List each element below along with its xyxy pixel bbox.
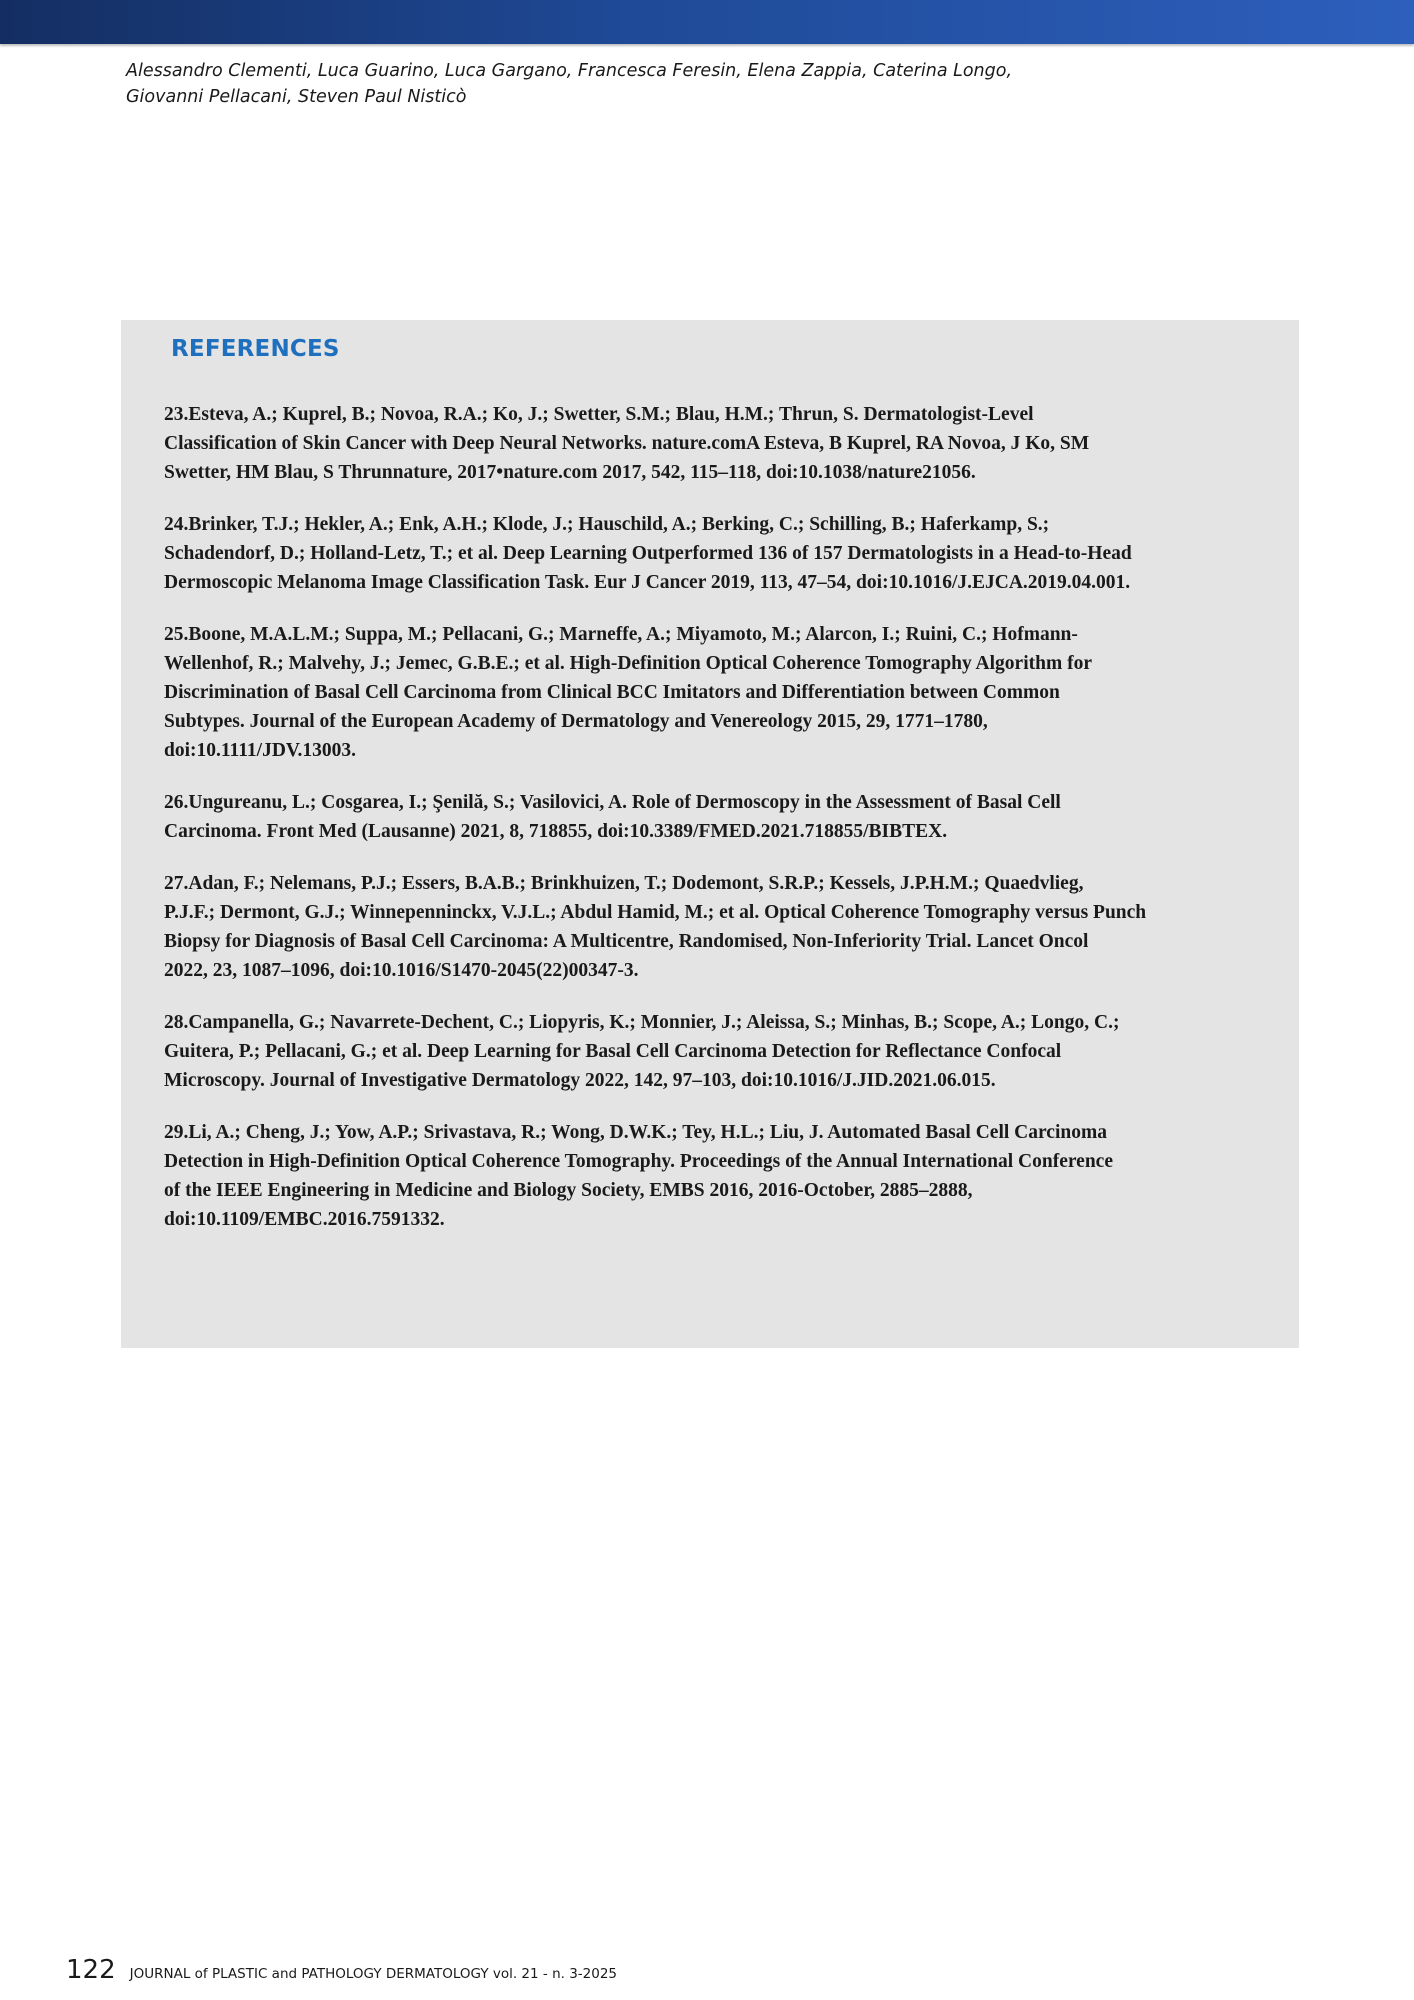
- reference-line: Wellenhof, R.; Malvehy, J.; Jemec, G.B.E.; et al. High-Definition Optical Coherence Tomography Algorithm for: [164, 653, 1092, 674]
- reference-line: Swetter, HM Blau, S Thrunnature, 2017•nature.com 2017, 542, 115–118, doi:10.1038/nature21056.: [164, 462, 976, 483]
- reference-line: Dermoscopic Melanoma Image Classification Task. Eur J Cancer 2019, 113, 47–54, doi:10.1016/J.EJCA.2019.04.001.: [164, 572, 1131, 593]
- page-number: 122: [66, 1955, 116, 1985]
- reference-line: 24.Brinker, T.J.; Hekler, A.; Enk, A.H.; Klode, J.; Hauschild, A.; Berking, C.; Schilling, B.; Haferkamp, S.;: [164, 514, 1050, 535]
- reference-item: [164, 788, 1304, 846]
- reference-line: Subtypes. Journal of the European Academy of Dermatology and Venereology 2015, 29, 1771–1780,: [164, 711, 988, 732]
- reference-line: 26.Ungureanu, L.; Cosgarea, I.; Şenilă, S.; Vasilovici, A. Role of Dermoscopy in the Assessment of Basal Cell: [164, 792, 1061, 813]
- reference-list: [164, 400, 1304, 1257]
- reference-line: Microscopy. Journal of Investigative Dermatology 2022, 142, 97–103, doi:10.1016/J.JID.2021.06.015.: [164, 1070, 996, 1091]
- reference-line: Carcinoma. Front Med (Lausanne) 2021, 8, 718855, doi:10.3389/FMED.2021.718855/BIBTEX.: [164, 821, 948, 842]
- reference-item: [164, 510, 1304, 597]
- author-line: Giovanni Pellacani, Steven Paul Nisticò: [126, 87, 467, 107]
- reference-line: doi:10.1111/JDV.13003.: [164, 740, 356, 761]
- reference-line: 27.Adan, F.; Nelemans, P.J.; Essers, B.A.B.; Brinkhuizen, T.; Dodemont, S.R.P.; Kessels, J.P.H.M.; Quaedvlieg,: [164, 873, 1084, 894]
- reference-item: [164, 1008, 1304, 1095]
- reference-line: 25.Boone, M.A.L.M.; Suppa, M.; Pellacani, G.; Marneffe, A.; Miyamoto, M.; Alarcon, I.; Ruini, C.; Hofmann-: [164, 624, 1078, 645]
- author-line: Alessandro Clementi, Luca Guarino, Luca Gargano, Francesca Feresin, Elena Zappia, Caterina Longo,: [126, 61, 1013, 81]
- reference-line: 28.Campanella, G.; Navarrete-Dechent, C.; Liopyris, K.; Monnier, J.; Aleissa, S.; Minhas, B.; Scope, A.; Longo, C.;: [164, 1012, 1120, 1033]
- reference-item: [164, 869, 1304, 985]
- header-bar: [0, 0, 1414, 44]
- reference-line: Classification of Skin Cancer with Deep Neural Networks. nature.comA Esteva, B Kuprel, RA Novoa, J Ko, SM: [164, 433, 1090, 454]
- reference-line: 29.Li, A.; Cheng, J.; Yow, A.P.; Srivastava, R.; Wong, D.W.K.; Tey, H.L.; Liu, J. Automated Basal Cell Carcinoma: [164, 1122, 1107, 1143]
- author-list: [126, 58, 1126, 110]
- reference-line: Biopsy for Diagnosis of Basal Cell Carcinoma: A Multicentre, Randomised, Non-Inferiority Trial. Lancet Oncol: [164, 931, 1089, 952]
- reference-line: P.J.F.; Dermont, G.J.; Winnepenninckx, V.J.L.; Abdul Hamid, M.; et al. Optical Coherence Tomography versus Punch: [164, 902, 1147, 923]
- reference-item: [164, 400, 1304, 487]
- reference-line: Schadendorf, D.; Holland-Letz, T.; et al. Deep Learning Outperformed 136 of 157 Dermatologists in a Head-to-Head: [164, 543, 1132, 564]
- reference-line: Detection in High-Definition Optical Coherence Tomography. Proceedings of the Annual International Conference: [164, 1151, 1113, 1172]
- references-heading: REFERENCES: [171, 336, 340, 362]
- reference-line: of the IEEE Engineering in Medicine and Biology Society, EMBS 2016, 2016-October, 2885–2888,: [164, 1180, 973, 1201]
- reference-line: Guitera, P.; Pellacani, G.; et al. Deep Learning for Basal Cell Carcinoma Detection for Reflectance Confocal: [164, 1041, 1062, 1062]
- reference-line: Discrimination of Basal Cell Carcinoma from Clinical BCC Imitators and Differentiation between Common: [164, 682, 1060, 703]
- reference-line: 2022, 23, 1087–1096, doi:10.1016/S1470-2045(22)00347-3.: [164, 960, 639, 981]
- page-footer: [66, 1955, 617, 1989]
- reference-line: 23.Esteva, A.; Kuprel, B.; Novoa, R.A.; Ko, J.; Swetter, S.M.; Blau, H.M.; Thrun, S. Dermatologist-Level: [164, 404, 1034, 425]
- reference-line: doi:10.1109/EMBC.2016.7591332.: [164, 1209, 445, 1230]
- reference-item: [164, 620, 1304, 765]
- reference-item: [164, 1118, 1304, 1234]
- journal-name: JOURNAL of PLASTIC and PATHOLOGY DERMATOLOGY vol. 21 - n. 3-2025: [129, 1966, 618, 1982]
